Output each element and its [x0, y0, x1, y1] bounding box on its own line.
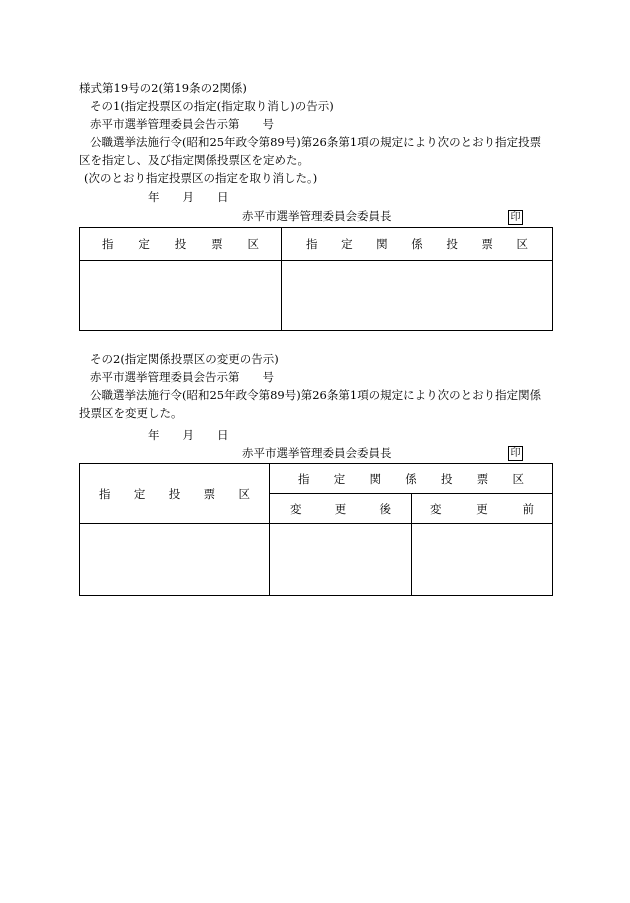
section1-heading: その1(指定投票区の指定(指定取り消し)の告示): [90, 99, 334, 113]
section2-table: [79, 463, 553, 596]
section2-signer: 赤平市選挙管理委員会委員長: [242, 446, 392, 460]
section2-body-line2: 投票区を変更した。: [79, 406, 183, 420]
section2-body-line1: 公職選挙法施行令(昭和25年政令第89号)第26条第1項の規定により次のとおり指定関係: [90, 388, 542, 402]
header-text: 指 定 関 係 投 票 区: [306, 237, 528, 251]
section2-group-header: [270, 464, 553, 494]
section2-sub-before: [412, 494, 553, 524]
section1-seal: 印: [508, 210, 523, 225]
section1-col2-cell[interactable]: [282, 261, 553, 331]
section2-heading: その2(指定関係投票区の変更の告示): [90, 352, 279, 366]
section1-signer: 赤平市選挙管理委員会委員長: [242, 209, 392, 223]
section2-after-cell[interactable]: [270, 524, 412, 596]
section2-date: 年 月 日: [148, 428, 229, 442]
header-text: 指 定 投 票 区: [102, 237, 259, 251]
header-text: 指 定 関 係 投 票 区: [298, 471, 524, 486]
section2-before-cell[interactable]: [412, 524, 553, 596]
section1-alt-text: (次のとおり指定投票区の指定を取り消した。): [84, 171, 318, 185]
section1-col2-header: [282, 228, 553, 261]
section2-notice-number: 赤平市選挙管理委員会告示第 号: [90, 370, 274, 384]
section1-col1-cell[interactable]: [80, 261, 282, 331]
section2-seal: 印: [508, 446, 523, 461]
section1-col1-header: [80, 228, 282, 261]
section1-body-line1: 公職選挙法施行令(昭和25年政令第89号)第26条第1項の規定により次のとおり指定投票: [90, 135, 542, 149]
section2-col1-header: [80, 464, 270, 524]
header-text: 変 更 後: [290, 501, 391, 516]
section1-table: [79, 227, 553, 331]
form-title: 様式第19号の2(第19条の2関係): [79, 81, 247, 95]
section1-body-line2: 区を指定し、及び指定関係投票区を定めた。: [79, 153, 309, 167]
header-text: 変 更 前: [430, 501, 534, 516]
section1-date: 年 月 日: [148, 190, 229, 204]
section1-notice-number: 赤平市選挙管理委員会告示第 号: [90, 117, 274, 131]
section2-col1-cell[interactable]: [80, 524, 270, 596]
header-text: 指 定 投 票 区: [99, 486, 250, 501]
section2-sub-after: [270, 494, 412, 524]
